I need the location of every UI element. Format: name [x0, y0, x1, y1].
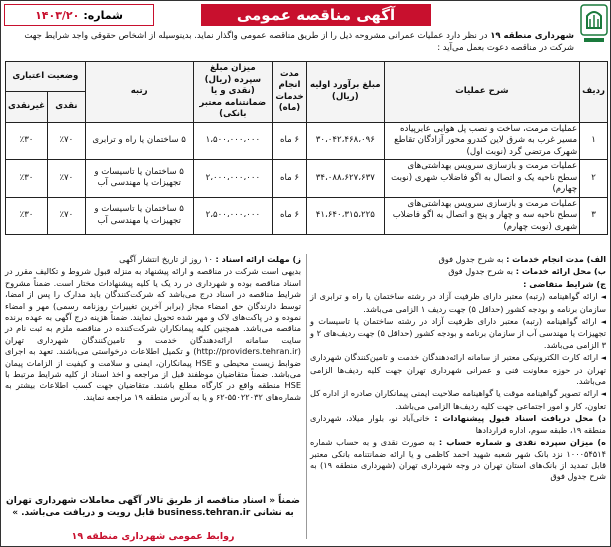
intro-text: در نظر دارد عملیات عمرانی مشروحه ذیل را از طریق مناقصه عمومی واگذار نماید. بدینوسیله از اشخاص حقوقی واجد شرایط جهت شرکت در مناقصه دعوت بعمل می‌آید :: [24, 31, 574, 53]
header-bar: [4, 4, 609, 28]
public-relations-footer: روابط عمومی شهرداری منطقه ۱۹: [71, 530, 235, 542]
cell-period: ۶ ماه: [273, 160, 307, 198]
note-c4: ◄ ارائه تصویر گواهینامه موقت یا گواهینامه صلاحیت ایمنی پیمانکاران صادره از اداره کل تعاون، کار و امور اجتماعی جهت کلیه ردیف‌ها الزامی می‌باشد.: [310, 388, 606, 412]
intro-paragraph: [6, 30, 574, 54]
table-row: [6, 122, 608, 160]
th-credit: وضعیت اعتباری: [6, 62, 86, 92]
th-noncash: غیرنقدی: [6, 92, 48, 122]
th-desc: شرح عملیات: [384, 62, 580, 123]
th-deposit: میزان مبلغ سپرده (ریال) (نقدی و یا ضمانتنامه معتبر بانکی): [193, 62, 272, 123]
cell-row: ۱: [580, 122, 608, 160]
cell-noncash: ٪۳۰: [6, 197, 48, 235]
cell-deposit: ۲،۰۰۰،۰۰۰،۰۰۰: [193, 160, 272, 198]
cell-rank: ۵ ساختمان یا تاسیسات و تجهیزات یا مهندسی آب: [85, 160, 193, 198]
notice-number-label: شماره:: [83, 8, 123, 22]
cell-row: ۳: [580, 197, 608, 235]
tehran-business-line2: به نشانی business.tehran.ir قابل رویت و دریافت می‌باشد. »: [12, 508, 294, 518]
cell-amount: ۴۱،۶۴۰،۳۱۵،۲۲۵: [306, 197, 384, 235]
note-b: ب) محل ارائه خدمات : به شرح جدول فوق: [448, 266, 606, 277]
cell-rank: ۵ ساختمان یا تاسیسات و تجهیزات یا مهندسی آب: [85, 197, 193, 235]
table-row: [6, 197, 608, 235]
tehran-municipality-logo-icon: [579, 4, 609, 50]
th-cash: نقدی: [48, 92, 86, 122]
cell-amount: ۳۴،۰۸۸،۶۲۷،۶۳۷: [306, 160, 384, 198]
th-amount: مبلغ برآورد اولیه (ریال): [306, 62, 384, 123]
note-c3: ◄ ارائه کارت الکترونیکی معتبر از سامانه ارائه‌دهندگان خدمت و تامین‌کنندگان شهرداری تهران در حوزه معاونت فنی و عمرانی شهرداری تهران جهت کلیه ردیف‌ها الزامی می‌باشد.: [310, 352, 606, 387]
tender-table: [5, 61, 608, 235]
th-rank: رتبه: [85, 62, 193, 123]
table-row: [6, 160, 608, 198]
notice-number: [4, 4, 154, 26]
th-period: مدت انجام خدمات (ماه): [273, 62, 307, 123]
cell-cash: ٪۷۰: [48, 197, 86, 235]
cell-row: ۲: [580, 160, 608, 198]
th-row: ردیف: [580, 62, 608, 123]
note-z: ز) مهلت ارائه اسناد : ۱۰ روز از تاریخ انتشار آگهی: [119, 254, 301, 264]
notice-title: آگهی مناقصه عمومی: [201, 4, 431, 26]
cell-desc: عملیات مرمت و بازسازی سرویس بهداشتی‌های سطح ناحیه سه و چهار و پنج و اتصال به اگو فاضلاب شهری (نوبت چهارم): [384, 197, 580, 235]
cell-noncash: ٪۳۰: [6, 122, 48, 160]
cell-rank: ۵ ساختمان یا راه و ترابری: [85, 122, 193, 160]
cell-cash: ٪۷۰: [48, 122, 86, 160]
intro-org: شهرداری منطقه ۱۹: [490, 31, 574, 41]
cell-amount: ۳۰،۰۴۲،۴۶۸،۰۹۶: [306, 122, 384, 160]
cell-cash: ٪۷۰: [48, 160, 86, 198]
cell-period: ۶ ماه: [273, 122, 307, 160]
cell-deposit: ۲،۵۰۰،۰۰۰،۰۰۰: [193, 197, 272, 235]
note-d: د) محل دریافت اسناد قبول پیشنهادات : خانی‌آباد نو، بلوار میلاد، شهرداری منطقه ۱۹، طبقه سوم، اداره قراردادها: [310, 413, 606, 435]
note-c2: ◄ ارائه گواهینامه (رتبه) معتبر دارای ظرفیت آزاد در رشته ساختمان یا تاسیسات و تجهیزات یا مهندسی آب از سازمان برنامه و بودجه کشور (حداقل ۵) جهت ردیف‌های ۲ و ۳ الزامی می‌باشد.: [310, 316, 606, 351]
note-c1: ◄ ارائه گواهینامه (رتبه) معتبر دارای ظرفیت آزاد در رشته ساختمان یا راه و ترابری از سازمان برنامه و بودجه کشور (حداقل ۵) جهت ردیف ۱ الزامی می‌باشد.: [310, 291, 606, 315]
tehran-business-note: [5, 495, 301, 519]
cell-desc: عملیات مرمت، ساخت و نصب پل هوایی عابرپیاده مسیر غرب به شرق لاین کندرو محور آزادگان تقاطع شهرک مرتضی گرد (نوبت اول): [384, 122, 580, 160]
notice-number-value: ۱۴۰۳/۲۰: [35, 8, 80, 22]
cell-deposit: ۱،۵۰۰،۰۰۰،۰۰۰: [193, 122, 272, 160]
tehran-business-line1: ضمناً « اسناد مناقصه از طریق تالار آگهی معاملات شهرداری تهران: [6, 496, 300, 506]
note-body: بدیهی است شرکت در مناقصه و ارائه پیشنهاد به منزله قبول شروط و تکالیف مقرر در اسناد مناقصه بوده و شهرداری در رد یک یا کلیه پیشنهادات مختار است. ضمناً مشروح شرایط مناقصه در اسناد درج می‌باشد که شرکت‌کنندگان باید مدارک را پس از امضا، توسط دارندگان حق امضاء مجاز (برابر آخرین تغییرات روزنامه رسمی) مهر و امضاء نموده و در پاکت‌های لاک و مهر شده تحویل نمایند. ضمناً هزینه درج آگهی به عهده برنده مناقصه می‌باشد. همچنین کلیه پیمانکاران شرکت‌کننده در مناقصه ملزم به ثبت نام در سایت سامانه ارائه‌دهندگان خدمت و تامین‌کنندگان شهرداری تهران (http://providers.tehran.ir) و تکمیل اطلاعات درخواستی می‌باشند. تعهد به اجرای ضوابط زیست محیطی و HSE پیمانکاران، ایمنی و سلامت و کیفیت از الزامات پیمان می‌باشد. ضمناً متقاضیان موظفند قبل از مراجعه و اخذ اسناد از کلیه شرایط مرتبط با HSE منطقه واقع در کارگاه مطلع باشند. متقاضیان جهت کسب اطلاعات بیشتر به شماره‌های ۵۵۰۲۲۰۳۲-۶۲ و یا به آدرس منطقه ۱۹ مراجعه نمایند.: [5, 266, 301, 402]
conditions-column: [310, 254, 606, 484]
note-a: الف) مدت انجام خدمات : به شرح جدول فوق: [438, 254, 606, 264]
cell-period: ۶ ماه: [273, 197, 307, 235]
cell-desc: عملیات مرمت و بازسازی سرویس بهداشتی‌های سطح ناحیه یک و اتصال به اگو فاضلاب شهری (نوبت چهارم): [384, 160, 580, 198]
deadline-column: [5, 254, 301, 404]
cell-noncash: ٪۳۰: [6, 160, 48, 198]
note-e: ه) میزان سپرده نقدی و شماره حساب : به صورت نقدی و به حساب شماره ۱۰۰۰۵۴۵۱۴ نزد بانک شهر شعبه شهید احمد کاظمی و یا ارائه ضمانتنامه بانکی معتبر قابل تمدید از بانک‌های استان تهران در وجه شهرداری تهران (شهرداری منطقه ۱۹) به شرح جدول فوق: [310, 437, 606, 482]
note-c-label: ج) شرایط متقاضی :: [523, 278, 606, 289]
column-divider: [306, 254, 307, 539]
